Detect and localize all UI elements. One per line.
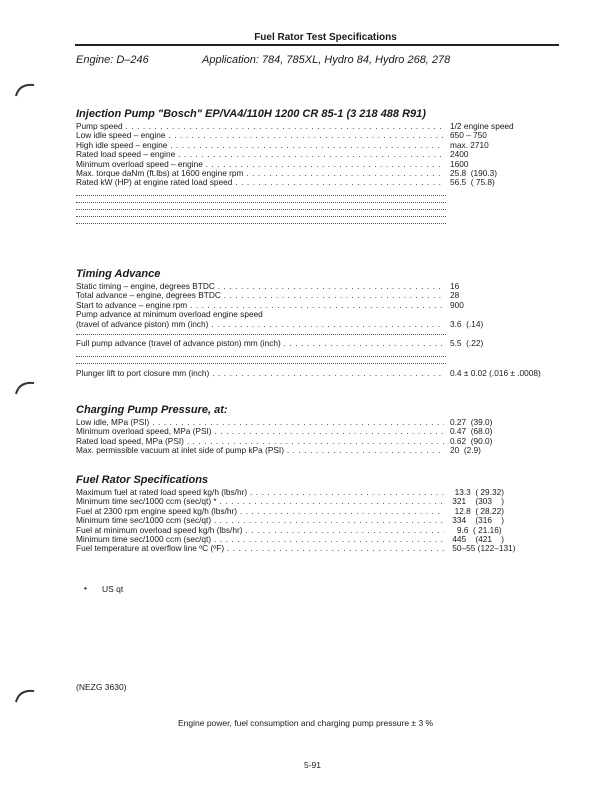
spec-row <box>76 369 566 378</box>
spec-value: 5.5 (.22) <box>450 337 484 348</box>
spec-value: 900 <box>450 299 464 310</box>
blank-dotted-line <box>76 223 446 225</box>
reference-code: (NEZG 3630) <box>76 682 127 692</box>
binder-mark-icon <box>14 82 36 98</box>
spec-label: Fuel at 2300 rpm engine speed kg/h (lbs/hr) . . . <box>76 507 444 516</box>
page-number: 5-91 <box>304 760 322 770</box>
blank-dotted-line <box>76 363 446 365</box>
spec-label: Start to advance – engine rpm . . . <box>76 301 444 310</box>
spec-row <box>76 320 566 329</box>
spec-label: Minimum time sec/1000 ccm (sec/qt) * . . . <box>76 497 444 506</box>
section-heading: Charging Pump Pressure, at: <box>76 404 228 416</box>
spec-label: (travel of advance piston) mm (inch) . . . <box>76 320 444 329</box>
spec-value: 1/2 engine speed <box>450 121 514 131</box>
spec-label: Maximum fuel at rated load speed kg/h (lbs/hr) . . . <box>76 488 444 497</box>
blank-dotted-line <box>76 209 446 211</box>
blank-dotted-line <box>76 216 446 218</box>
spec-value: 13.3 ( 29.32) <box>450 487 504 497</box>
footnote-text: US qt <box>102 584 124 594</box>
spec-value: 16 <box>450 281 460 291</box>
spec-row <box>76 446 566 455</box>
injection-pump-section <box>76 108 566 228</box>
engine-label: Engine: D–246 <box>76 54 149 66</box>
spec-value: 650 – 750 <box>450 130 487 141</box>
spec-label: Static timing – engine, degrees BTDC . . . <box>76 282 444 291</box>
blank-dotted-line <box>76 195 446 197</box>
timing-advance-section <box>76 268 566 379</box>
spec-row <box>76 544 566 553</box>
spec-row <box>76 131 566 140</box>
spec-row <box>76 291 566 300</box>
spec-label: Max. torque daNm (ft.lbs) at 1600 engine rpm . . . <box>76 169 444 178</box>
spec-label: Low idle speed – engine . . . <box>76 131 444 140</box>
spec-value: 12.8 ( 28.22) <box>450 505 504 516</box>
spec-label: Fuel at minimum overload speed kg/h (lbs/hr) . . . <box>76 526 444 535</box>
spec-value: 0.62 (90.0) <box>450 435 493 446</box>
spec-row <box>76 310 566 319</box>
spec-label: Rated load speed, MPa (PSI) . . . <box>76 437 444 446</box>
binder-mark-icon <box>14 688 36 704</box>
spec-value: 56.5 ( 75.8) <box>450 177 495 188</box>
tolerance-note: Engine power, fuel consumption and charging pump pressure ± 3 % <box>178 718 434 728</box>
spec-row <box>76 122 566 131</box>
spec-value: 9.6 ( 21.16) <box>450 524 502 535</box>
spec-row <box>76 141 566 150</box>
section-heading: Timing Advance <box>76 268 161 280</box>
spec-label: Max. permissible vacuum at inlet side of pump kPa (PSI) . . . <box>76 446 444 455</box>
spec-value: 50–55 (122–131) <box>450 543 516 554</box>
spec-label: Rated kW (HP) at engine rated load speed . . . <box>76 178 444 187</box>
spec-row <box>76 427 566 436</box>
spec-value: 445 (421 ) <box>450 533 504 544</box>
charging-pump-section <box>76 404 566 456</box>
spec-value: 334 (316 ) <box>450 515 504 526</box>
spec-label: Minimum overload speed, MPa (PSI) . . . <box>76 427 444 436</box>
spec-value: 28 <box>450 290 460 301</box>
spec-value: 0.4 ± 0.02 (.016 ± .0008) <box>450 368 541 379</box>
spec-row <box>76 150 566 159</box>
spec-label: Pump advance at minimum overload engine speed <box>76 310 263 320</box>
spec-value: 20 (2.9) <box>450 445 481 456</box>
spec-row <box>76 282 566 291</box>
spec-value: 0.27 (39.0) <box>450 417 493 427</box>
section-heading: Injection Pump "Bosch" EP/VA4/110H 1200 CR 85-1 (3 218 488 R91) <box>76 108 426 120</box>
blank-dotted-line <box>76 356 446 358</box>
spec-label: Minimum time sec/1000 ccm (sec/qt) . . . <box>76 535 444 544</box>
binder-mark-icon <box>14 380 36 396</box>
spec-value: 321 (303 ) <box>450 496 504 507</box>
blank-dotted-line <box>76 202 446 204</box>
section-heading: Fuel Rator Specifications <box>76 474 209 486</box>
page-title: Fuel Rator Test Specifications <box>254 32 397 43</box>
spec-label: Pump speed . . . <box>76 122 444 131</box>
spec-value: 3.6 (.14) <box>450 318 484 329</box>
blank-dotted-line <box>76 334 446 336</box>
spec-label: Full pump advance (travel of advance piston) mm (inch) . . . <box>76 339 444 348</box>
spec-label: Plunger lift to port closure mm (inch) . . . <box>76 369 444 378</box>
spec-row <box>76 339 566 348</box>
spec-value: 0.47 (68.0) <box>450 426 493 437</box>
fuel-rator-section <box>76 474 566 554</box>
spec-label: Fuel temperature at overflow line ºC (ºF) . . . <box>76 544 444 553</box>
spec-label: Rated load speed – engine . . . <box>76 150 444 159</box>
spec-row <box>76 418 566 427</box>
spec-value: 2400 <box>450 149 469 160</box>
spec-value: max. 2710 <box>450 139 489 150</box>
spec-value: 1600 <box>450 158 469 169</box>
spec-label: High idle speed – engine . . . <box>76 141 444 150</box>
spec-row <box>76 437 566 446</box>
spec-label: Low idle, MPa (PSI) . . . <box>76 418 444 427</box>
spec-label: Minimum overload speed – engine . . . <box>76 160 444 169</box>
spec-value: 25.8 (190.3) <box>450 167 498 178</box>
spec-row <box>76 178 566 187</box>
header-rule <box>75 44 559 46</box>
spec-label: Total advance – engine, degrees BTDC . . . <box>76 291 444 300</box>
spec-row <box>76 301 566 310</box>
application-label: Application: 784, 785XL, Hydro 84, Hydro 268, 278 <box>202 54 451 66</box>
spec-label: Minimum time sec/1000 ccm (sec/qt) . . . <box>76 516 444 525</box>
footnote-mark: • <box>84 583 87 593</box>
